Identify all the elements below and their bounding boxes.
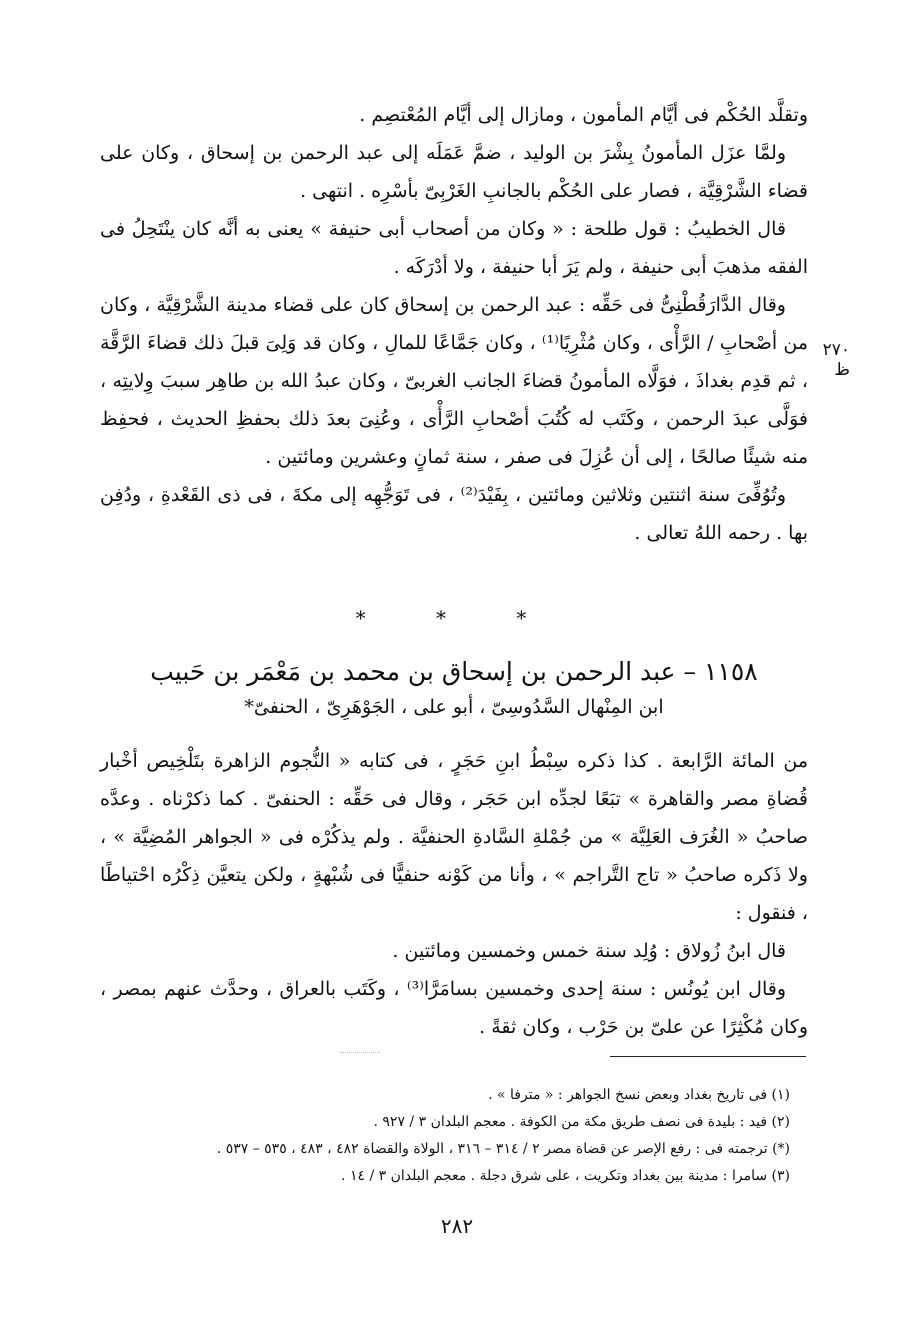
page-smudge — [340, 1052, 380, 1057]
paragraph: وتُوُفِّىَ سنة اثنتين وثلاثين ومائتين ، بِفَيْدَ⁽²⁾ ، فى تَوَجُّهِه إلى مكةَ ، فى ذى القَعْدةِ ، ودُفِن بها . رحمه اللهُ تعالى . — [100, 484, 808, 544]
entry-body-text — [100, 742, 808, 1046]
paragraph: وتقلَّد الحُكْم فى أيَّام المأمون ، ومازال إلى أيَّام المُعْتصِم . — [359, 104, 808, 126]
footnote: (١) فى تاريخ بغداد وبعض نسخ الجواهر : « مترفا » . — [488, 1087, 790, 1103]
paragraph: وقال ابن يُونُس : سنة إحدى وخمسين بسامَرَّا⁽³⁾ ، وكَتَب بالعراق ، وحدَّث عنهم بمصر ، وكان مُكْثِرًا عن علىّ بن حَرْب ، وكان ثقةً . — [100, 978, 808, 1038]
footnote: (٢) فيد : بليدة فى نصف طريق مكة من الكوفة . معجم البلدان ٣ / ٩٢٧ . — [373, 1114, 790, 1130]
section-separator: * * * — [355, 606, 559, 630]
paragraph: قال ابنُ زُولاق : وُلِد سنة خمس وخمسين ومائتين . — [392, 940, 786, 962]
paragraph: من المائة الرَّابعة . كذا ذكره سِبْطُ ابنِ حَجَرٍ ، فى كتابه « النُّجوم الزاهرة بتَلْخِيص أخْبار قُضاةِ مصر والقاهرة » تبَعًا لجدِّه ابن حَجَر ، وقال فى حَقِّه : الحنفىّ . كما ذكرْناه . وعدَّه صاحبُ « الغُرَف العَلِيَّة » من جُمْلةِ السَّادةِ الحنفيَّة . ولم يذكُرْه فى « الجواهر المُضِيَّة » ، ولا ذَكره صاحبُ « تاج التَّراجم » ، وأنا من كَوْنه حنفيًّا فى شُبْهةٍ ، ولكن يتعيَّن ذِكْرُه احْتياطًا ، فنقول : — [100, 750, 808, 924]
entry-title: ١١٥٨ – عبد الرحمن بن إسحاق بن محمد بن مَعْمَر بن حَبيب — [150, 657, 758, 686]
entry-heading — [100, 652, 808, 722]
manuscript-folio-note: ٢٧٠ ظ — [822, 340, 850, 380]
paragraph: ولمَّا عزَل المأمونُ بِشْرَ بن الوليد ، ضمَّ عَمَلَه إلى عبد الرحمن بن إسحاق ، وكان على قضاء الشَّرْقِيَّة ، فصار على الحُكْم بالجانبِ الغَرْبِىّ بأسْرِه . انتهى . — [100, 142, 808, 202]
footnotes — [100, 1082, 790, 1190]
page-number: ٢٨٢ — [440, 1214, 474, 1238]
footnote: (*) ترجمته فى : رفع الإصر عن قضاة مصر ٢ / ٣١٤ – ٣١٦ ، الولاة والقضاة ٤٨٢ ، ٤٨٣ ، ٥٣٥ – ٥٣٧ . — [216, 1141, 790, 1157]
paragraph: قال الخطيبُ : قول طلحة : « وكان من أصحاب أبى حنيفة » يعنى به أنَّه كان ينْتَحِلُ فى الفقه مذهبَ أبى حنيفة ، ولم يَرَ أبا حنيفة ، ولا أدْرَكَه . — [100, 218, 808, 278]
paragraph: وقال الدَّارَقُطْنِىُّ فى حَقِّه : عبد الرحمن بن إسحاق كان على قضاء مدينة الشَّرْقِيَّة ، وكان من أصْحابِ / الرَّأْى ، وكان مُثْرِيًا⁽¹⁾ ، وكان جَمَّاعًا للمالِ ، وكان قد وَلِىَ قبلَ ذلك قضاءَ الرَّقَّة ، ثم قدِم بغداذَ ، فوَلَّاه المأمونُ قضاءَ الجانب الغربىّ ، وكان عبدُ الله بن طاهِر سببَ وِلايتِه ، فوَلَّى عبدَ الرحمن ، وكَتَب له كُتُبَ أصْحابِ الرَّأْى ، وعُنِىَ بعدَ ذلك بحفظِ الحديث ، فحفِظ منه شيئًا صالحًا ، إلى أن عُزِلَ فى صفر ، سنة ثمانٍ وعشرين ومائتين . — [100, 294, 808, 468]
footnote-divider — [610, 1056, 806, 1057]
body-text — [100, 96, 808, 552]
entry-subtitle: ابن المِنْهال السَّدُوسِىّ ، أبو على ، الجَوْهَرِىّ ، الحنفىّ* — [244, 696, 664, 718]
footnote: (٣) سامرا : مدينة بين بغداد وتكريت ، على شرق دجلة . معجم البلدان ٣ / ١٤ . — [341, 1168, 790, 1184]
